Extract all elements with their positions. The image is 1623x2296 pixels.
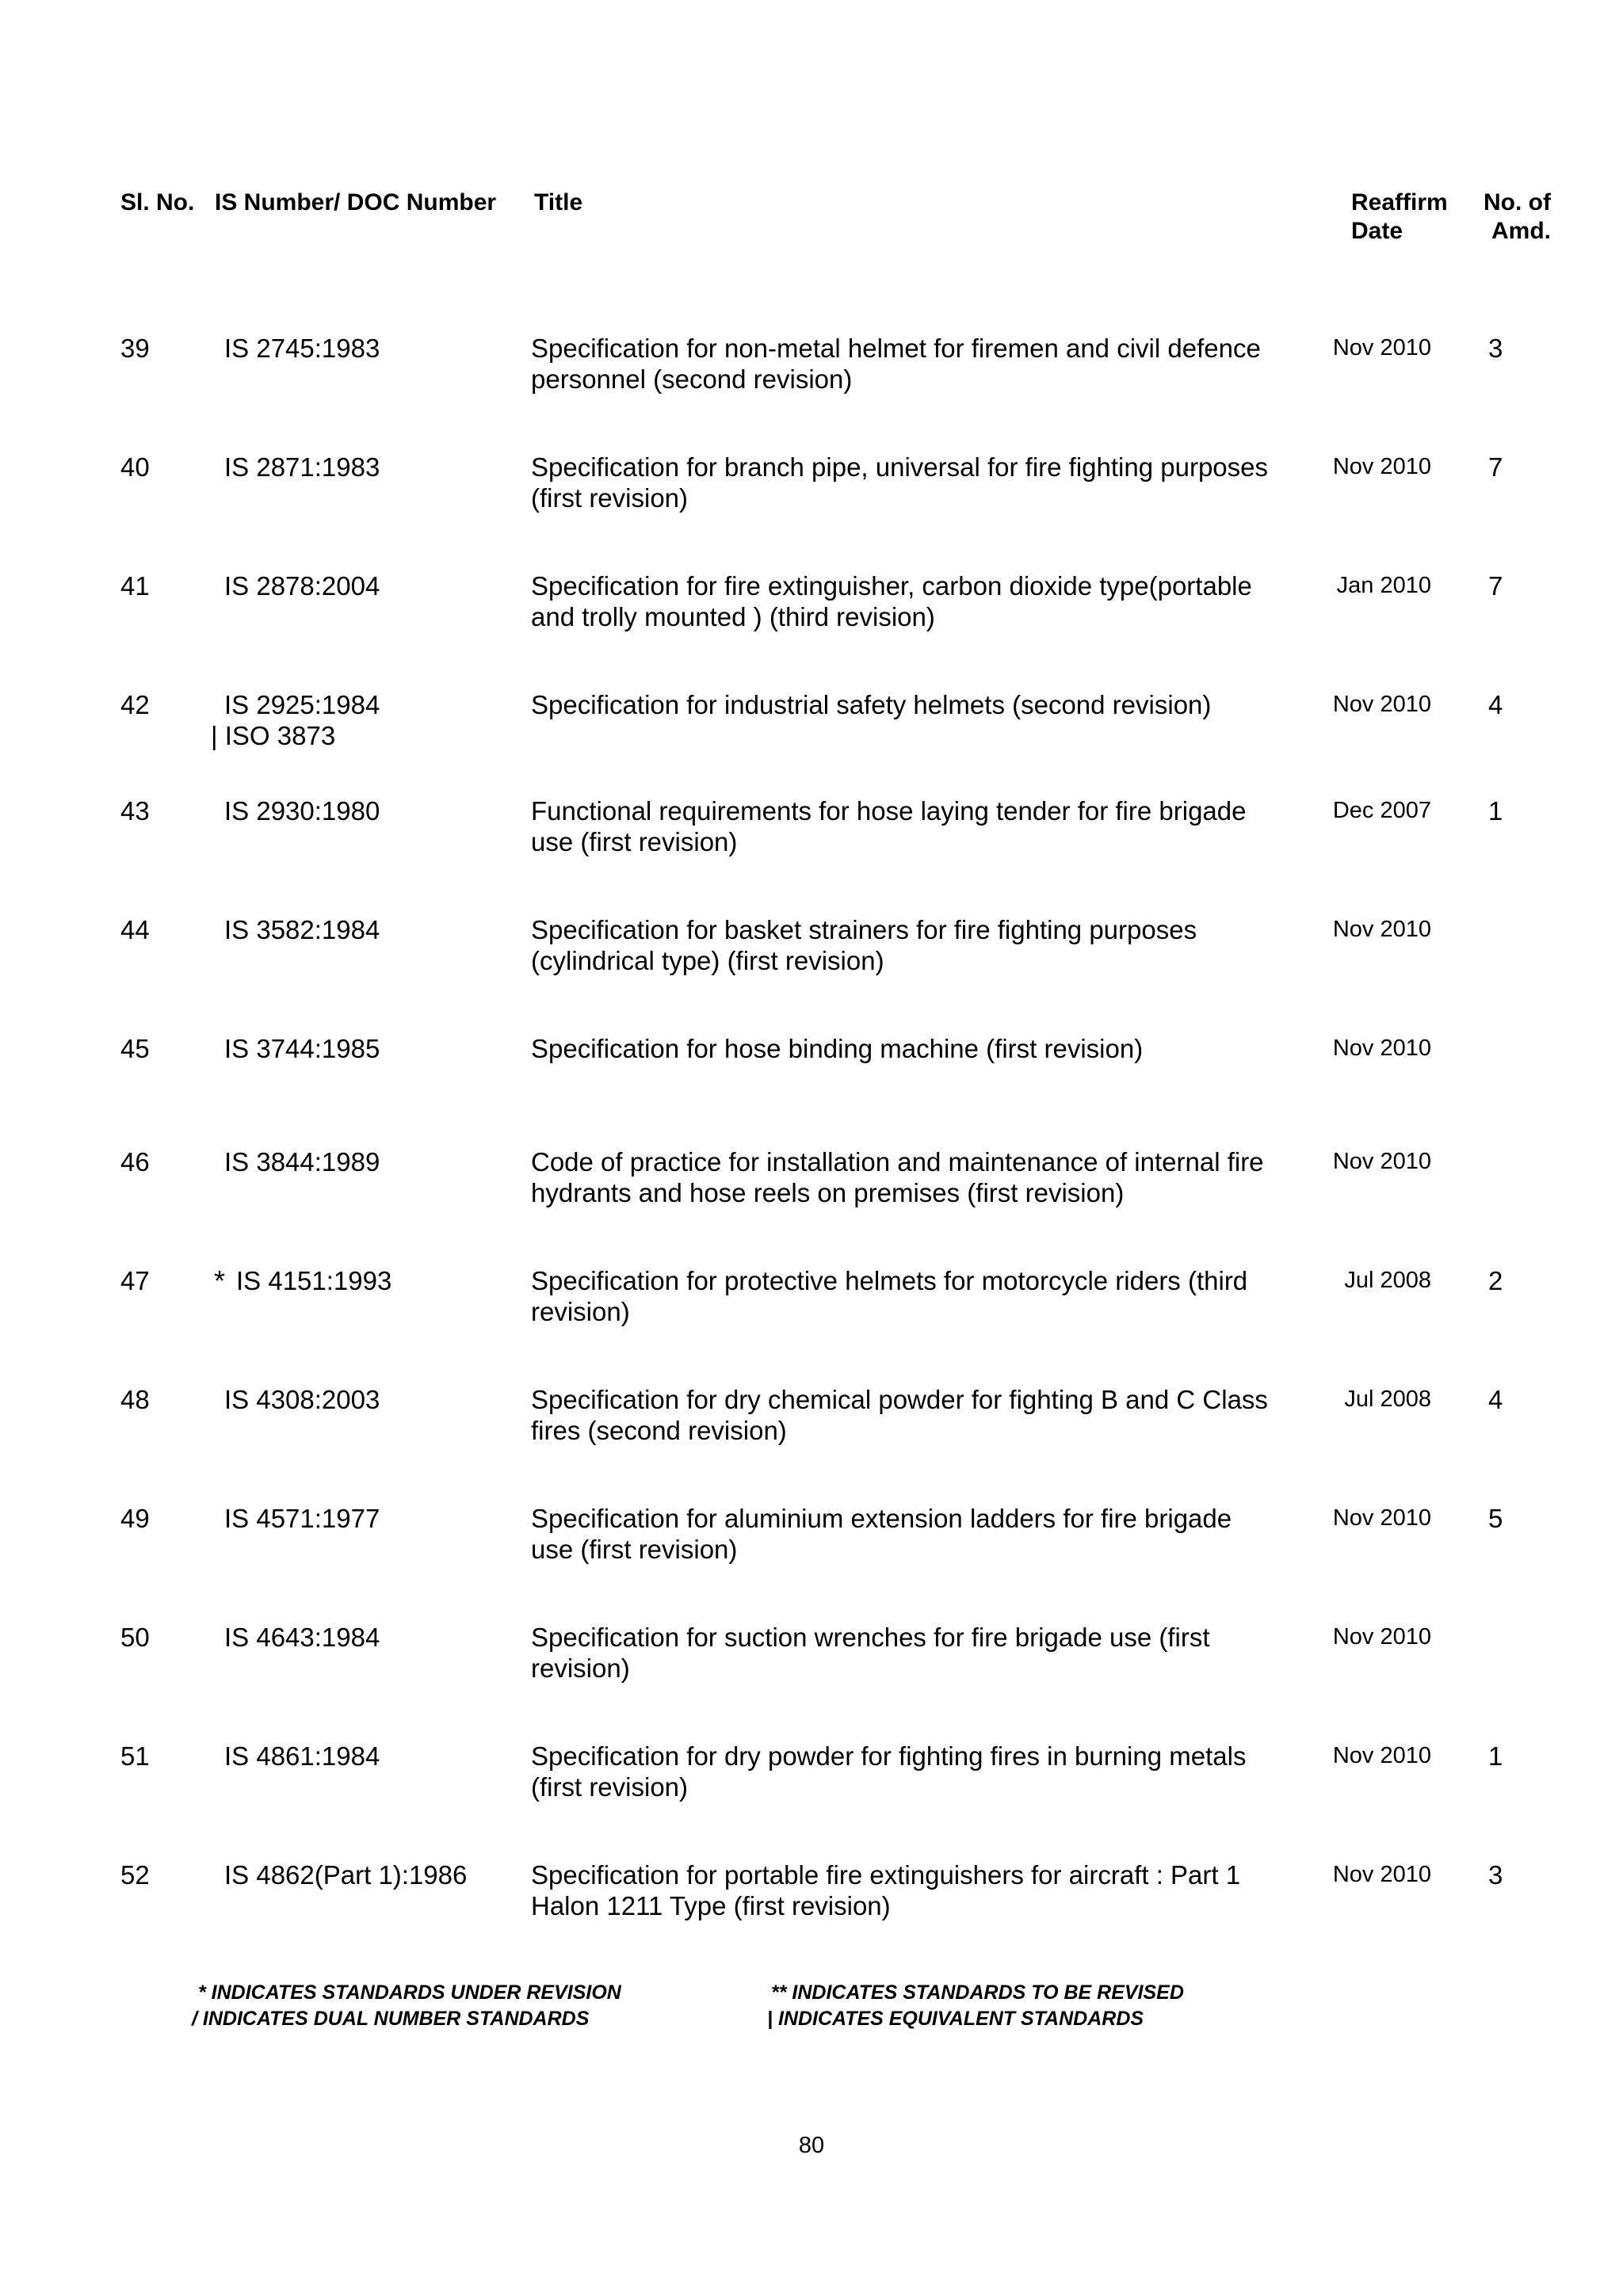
amendment-count: 1: [1488, 796, 1503, 826]
header-reaffirm-date: [1351, 189, 1448, 246]
is-number: IS 2871:1983: [224, 452, 380, 482]
standard-title: Specification for fire extinguisher, carbon dioxide type(portable and trolly mounted ) (third revision): [531, 571, 1252, 631]
equivalent-iso-number: | ISO 3873: [211, 721, 336, 750]
standard-title: Specification for dry powder for fighting fires in burning metals (first revision): [531, 1741, 1247, 1802]
legend-to-be-revised: ** INDICATES STANDARDS TO BE REVISED: [771, 1981, 1184, 2004]
is-number: IS 4861:1984: [224, 1741, 380, 1771]
serial-number: 47: [120, 1266, 150, 1295]
is-number: IS 4151:1993: [236, 1266, 392, 1295]
serial-number: 40: [120, 452, 150, 482]
reaffirm-date: Nov 2010: [1332, 692, 1431, 717]
serial-number: 39: [120, 334, 150, 363]
serial-number: 51: [120, 1741, 150, 1771]
legend-under-revision: * INDICATES STANDARDS UNDER REVISION: [198, 1981, 621, 2004]
legend-dual-number: / INDICATES DUAL NUMBER STANDARDS: [192, 2008, 590, 2030]
header-is-number: IS Number/ DOC Number: [215, 189, 497, 215]
serial-number: 46: [120, 1147, 150, 1177]
reaffirm-date: Nov 2010: [1332, 1149, 1431, 1174]
standard-title: Specification for non-metal helmet for firemen and civil defence personnel (second revision): [531, 334, 1261, 394]
serial-number: 49: [120, 1504, 150, 1533]
amendment-count: 7: [1488, 571, 1503, 601]
reaffirm-date: Jan 2010: [1336, 573, 1431, 598]
header-amd-line1: No. of: [1484, 189, 1551, 215]
is-number: IS 4308:2003: [224, 1385, 380, 1414]
serial-number: 52: [120, 1860, 150, 1890]
standard-title: Specification for basket strainers for fire fighting purposes (cylindrical type) (first revision): [531, 915, 1197, 975]
standard-title: Specification for suction wrenches for fire brigade use (first revision): [531, 1623, 1210, 1683]
reaffirm-date: Nov 2010: [1332, 454, 1431, 479]
header-amd-line2: Amd.: [1491, 218, 1551, 244]
amendment-count: 2: [1488, 1266, 1503, 1295]
reaffirm-date: Dec 2007: [1332, 798, 1431, 823]
amendment-count: 5: [1488, 1504, 1503, 1533]
header-amendments: [1484, 189, 1551, 246]
amendment-count: 3: [1488, 334, 1503, 363]
serial-number: 48: [120, 1385, 150, 1414]
header-reaffirm-line1: Reaffirm: [1351, 189, 1448, 215]
reaffirm-date: Nov 2010: [1332, 1743, 1431, 1768]
standard-title: Specification for protective helmets for motorcycle riders (third revision): [531, 1266, 1248, 1326]
reaffirm-date: Nov 2010: [1332, 335, 1431, 360]
amendment-count: 4: [1488, 1385, 1503, 1414]
standard-title: Functional requirements for hose laying tender for fire brigade use (first revision): [531, 796, 1247, 856]
standard-title: Specification for aluminium extension ladders for fire brigade use (first revision): [531, 1504, 1232, 1564]
standard-title: Specification for dry chemical powder for fighting B and C Class fires (second revision): [531, 1385, 1268, 1445]
amendment-count: 7: [1488, 452, 1503, 482]
serial-number: 41: [120, 571, 150, 601]
is-number: IS 4643:1984: [224, 1623, 380, 1652]
reaffirm-date: Jul 2008: [1344, 1386, 1431, 1412]
reaffirm-date: Nov 2010: [1332, 1035, 1431, 1061]
standard-title: Specification for hose binding machine (first revision): [531, 1034, 1144, 1063]
reaffirm-date: Jul 2008: [1344, 1268, 1431, 1293]
standard-title: Specification for industrial safety helmets (second revision): [531, 690, 1212, 719]
header-reaffirm-line2: Date: [1351, 218, 1403, 244]
is-number: IS 2925:1984: [224, 690, 380, 719]
serial-number: 50: [120, 1623, 150, 1652]
serial-number: 42: [120, 690, 150, 719]
reaffirm-date: Nov 2010: [1332, 1505, 1431, 1531]
is-number: IS 4862(Part 1):1986: [224, 1860, 468, 1890]
is-number: IS 2930:1980: [224, 796, 380, 826]
standard-title: Specification for portable fire extinguishers for aircraft : Part 1 Halon 1211 Type (first revision): [531, 1860, 1241, 1920]
serial-number: 45: [120, 1034, 150, 1063]
standard-title: Specification for branch pipe, universal for fire fighting purposes (first revision): [531, 452, 1269, 513]
reaffirm-date: Nov 2010: [1332, 1624, 1431, 1650]
standard-title: Code of practice for installation and maintenance of internal fire hydrants and hose reels on premises (first revision): [531, 1147, 1264, 1207]
reaffirm-date: Nov 2010: [1332, 1862, 1431, 1887]
page-number: 80: [798, 2133, 825, 2158]
amendment-count: 4: [1488, 690, 1503, 719]
is-number: IS 3844:1989: [224, 1147, 380, 1177]
serial-number: 44: [120, 915, 150, 944]
is-number: IS 3582:1984: [224, 915, 380, 944]
under-revision-marker: *: [214, 1264, 226, 1297]
amendment-count: 3: [1488, 1860, 1503, 1890]
is-number: IS 4571:1977: [224, 1504, 380, 1533]
reaffirm-date: Nov 2010: [1332, 917, 1431, 942]
header-title: Title: [534, 189, 583, 215]
is-number: IS 2745:1983: [224, 334, 380, 363]
header-sl-no: Sl. No.: [120, 189, 195, 215]
is-number: IS 2878:2004: [224, 571, 380, 601]
is-number: IS 3744:1985: [224, 1034, 380, 1063]
legend-equivalent: | INDICATES EQUIVALENT STANDARDS: [767, 2008, 1144, 2030]
amendment-count: 1: [1488, 1741, 1503, 1771]
serial-number: 43: [120, 796, 150, 826]
